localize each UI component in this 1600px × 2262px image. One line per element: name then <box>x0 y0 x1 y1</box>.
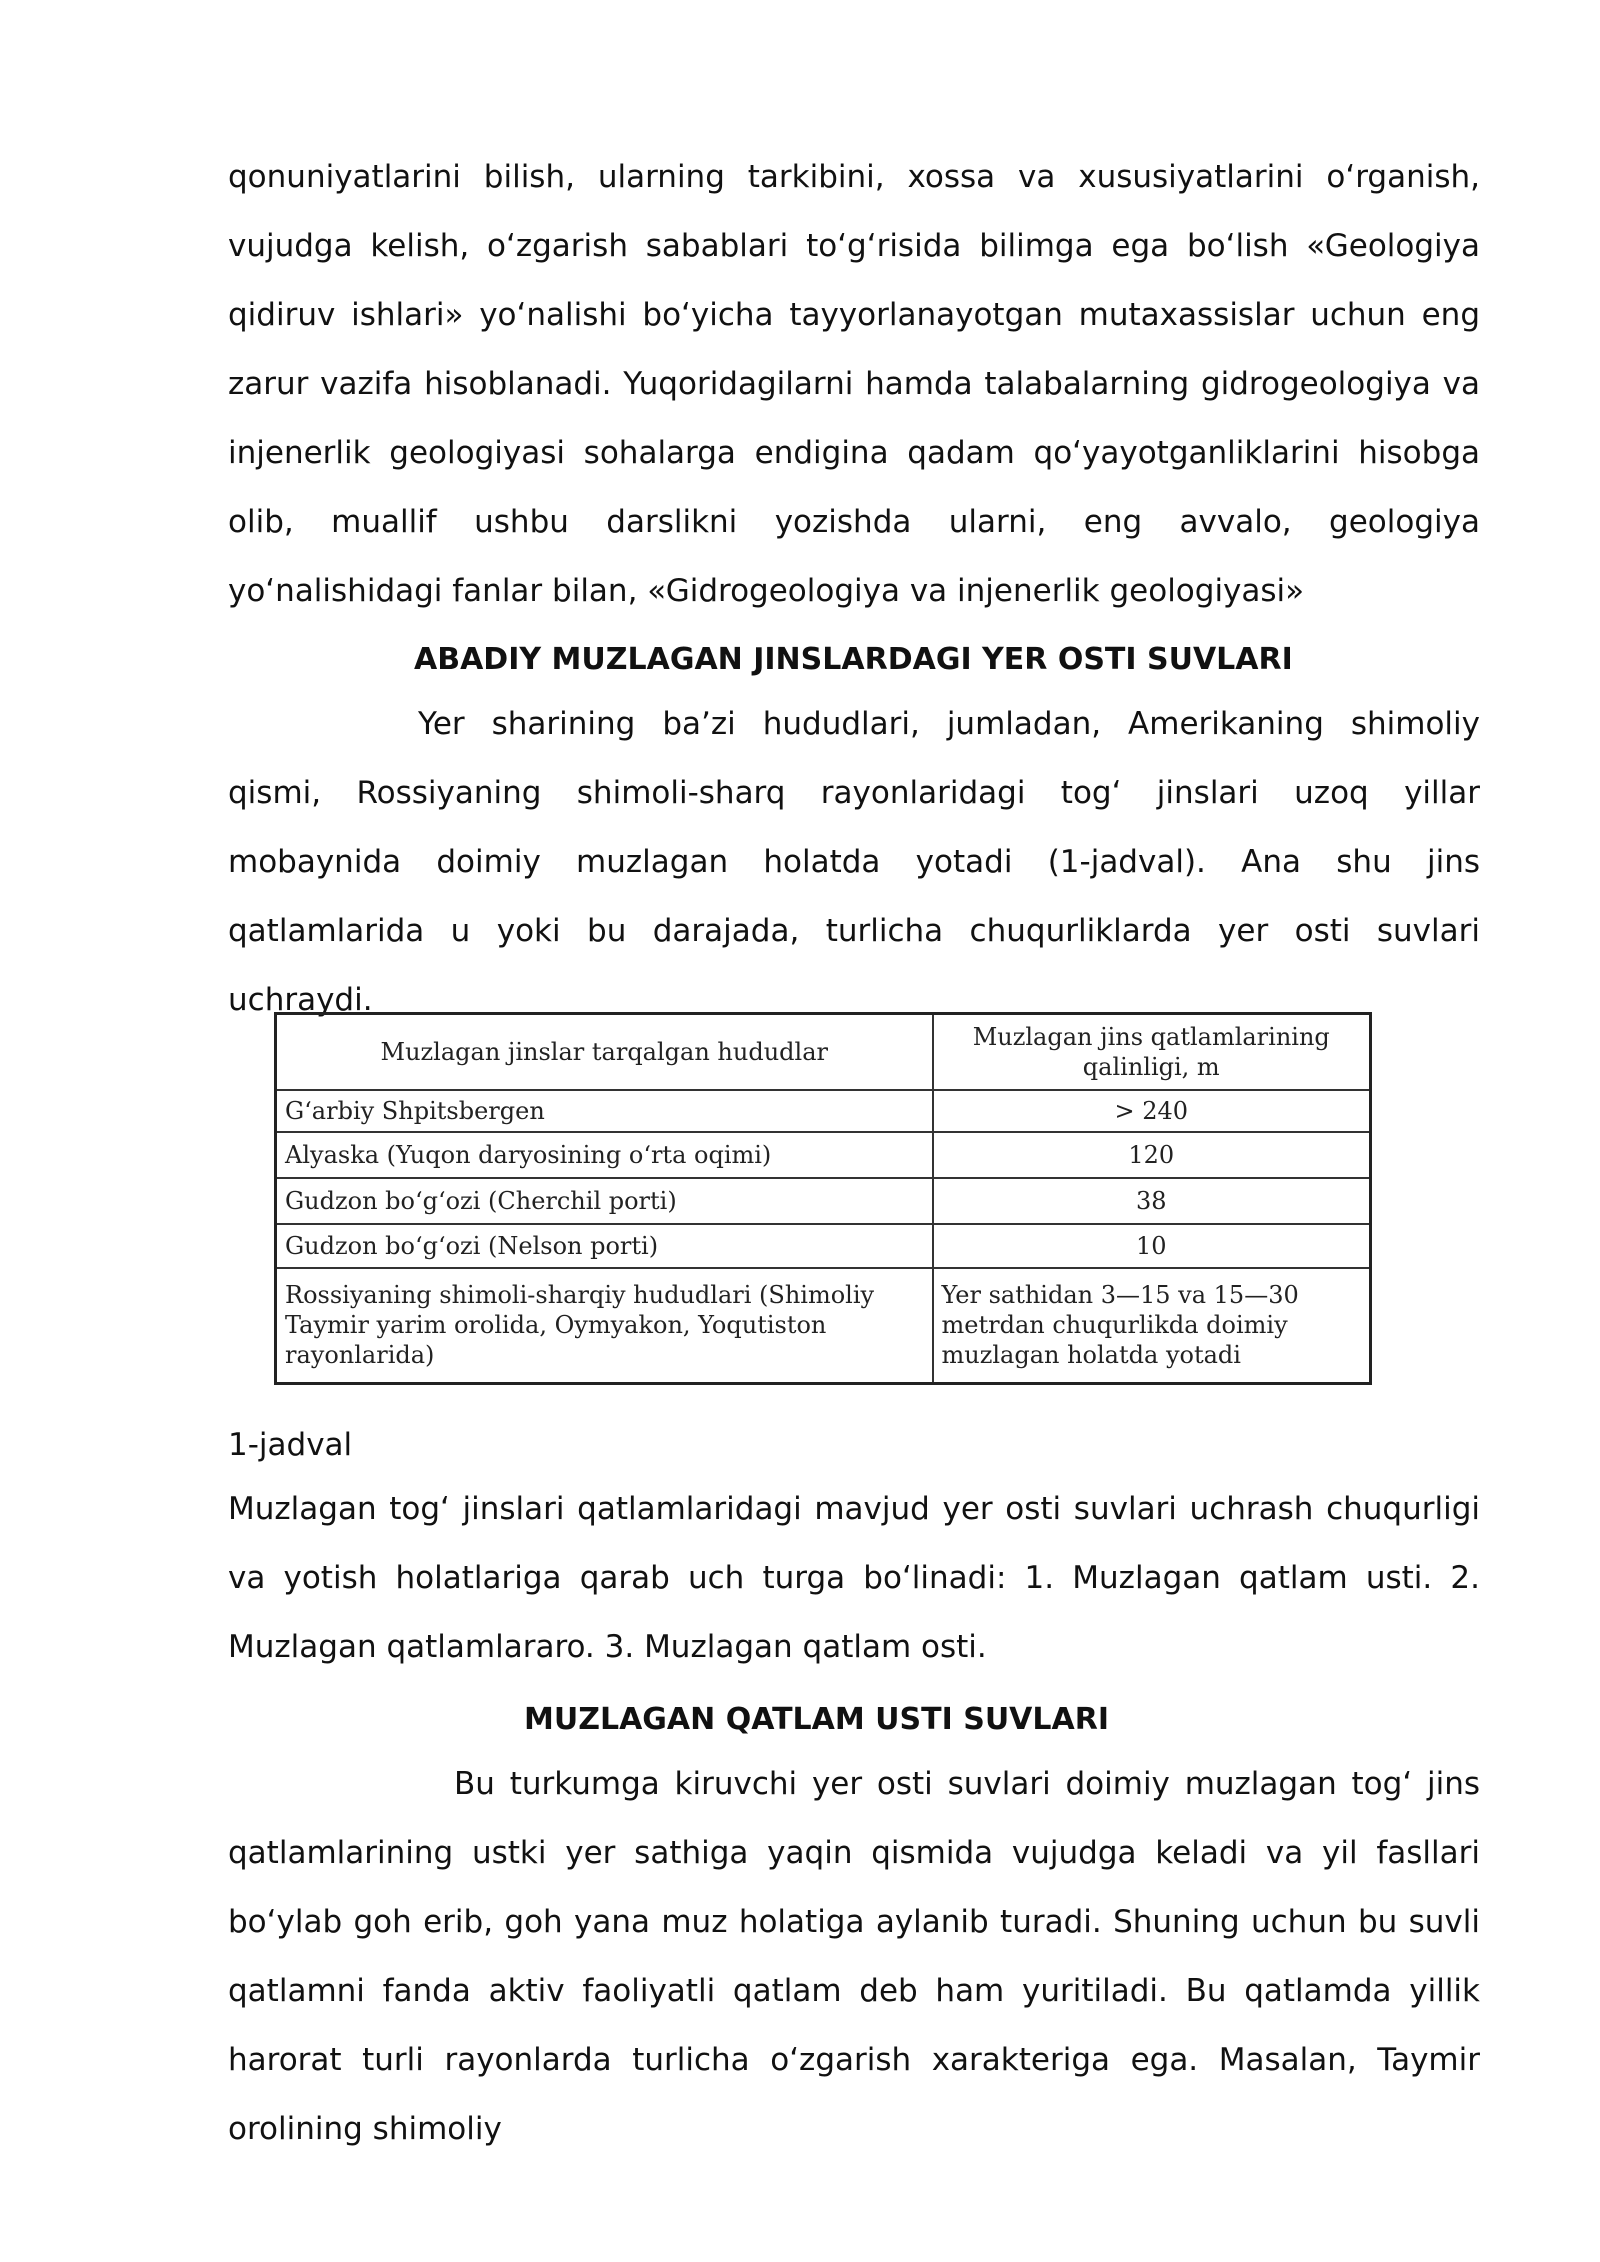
paragraph-groundwater-types: Muzlagan togʻ jinslari qatlamlaridagi mavjud yer osti suvlari uchrash chuqurligi va yotish holatlariga qarab uch turga boʻlinadi: 1. Muzlagan qatlam usti. 2. Muzlagan qatlamlararo. 3. Muzlagan qatlam osti. <box>228 1491 1480 1665</box>
permafrost-thickness-table-wrapper <box>274 1012 1372 1385</box>
table-row <box>276 1224 1371 1268</box>
table-cell-thickness: > 240 <box>933 1090 1371 1132</box>
section-heading-suprapermafrost-water: MUZLAGAN QATLAM USTI SUVLARI <box>524 1702 1109 1737</box>
table-row <box>276 1090 1371 1132</box>
table-row <box>276 1268 1371 1384</box>
section-heading-permafrost-groundwater: ABADIY MUZLAGAN JINSLARDAGI YER OSTI SUVLARI <box>414 642 1293 677</box>
paragraph-intro: qonuniyatlarini bilish, ularning tarkibini, xossa va xususiyatlarini oʻrganish, vujudga kelish, oʻzgarish sabablari toʻgʻrisida bilimga ega boʻlish «Geologiya qidiruv ishlari» yoʻnalishi boʻyicha tayyorlanayotgan mutaxassislar uchun eng zarur vazifa hisoblanadi. Yuqoridagilarni hamda talabalarning gidrogeologiya va injenerlik geologiyasi sohalarga endigina qadam qoʻyayotganliklarini hisobga olib, muallif ushbu darslikni yozishda ularni, eng avvalo, geologiya yoʻnalishidagi fanlar bilan, «Gidrogeologiya va injenerlik geologiyasi» <box>228 159 1480 609</box>
table-cell-thickness: 38 <box>933 1178 1371 1224</box>
table-cell-thickness: Yer sathidan 3—15 va 15—30 metrdan chuqurlikda doimiy muzlagan holatda yotadi <box>933 1268 1371 1384</box>
table-cell-region: Gudzon boʻgʻozi (Nelson porti) <box>276 1224 933 1268</box>
table-cell-thickness: 120 <box>933 1132 1371 1178</box>
table-row <box>276 1132 1371 1178</box>
table-cell-region: Rossiyaning shimoli-sharqiy hududlari (Shimoliy Taymir yarim orolida, Oymyakon, Yoqutiston rayonlarida) <box>276 1268 933 1384</box>
table-cell-thickness: 10 <box>933 1224 1371 1268</box>
table-cell-region: Gudzon boʻgʻozi (Cherchil porti) <box>276 1178 933 1224</box>
table-header-row <box>276 1014 1371 1090</box>
permafrost-thickness-table <box>274 1012 1372 1385</box>
paragraph-active-layer: Bu turkumga kiruvchi yer osti suvlari doimiy muzlagan togʻ jins qatlamlarining ustki yer sathiga yaqin qismida vujudga keladi va yil fasllari boʻylab goh erib, goh yana muz holatiga aylanib turadi. Shuning uchun bu suvli qatlamni fanda aktiv faoliyatli qatlam deb ham yuritiladi. Bu qatlamda yillik harorat turli rayonlarda turlicha oʻzgarish xarakteriga ega. Masalan, Taymir orolining shimoliy <box>228 1766 1480 2147</box>
column-header-regions: Muzlagan jinslar tarqalgan hududlar <box>276 1014 933 1090</box>
table-cell-region: Alyaska (Yuqon daryosining oʻrta oqimi) <box>276 1132 933 1178</box>
column-header-thickness: Muzlagan jins qatlamlarining qalinligi, m <box>933 1014 1371 1090</box>
paragraph-permafrost-regions: Yer sharining ba’zi hududlari, jumladan, Amerikaning shimoliy qismi, Rossiyaning shimoli-sharq rayonlaridagi togʻ jinslari uzoq yillar mobaynida doimiy muzlagan holatda yotadi (1-jadval). Ana shu jins qatlamlarida u yoki bu darajada, turlicha chuqurliklarda yer osti suvlari uchraydi. <box>228 706 1480 1018</box>
table-row <box>276 1178 1371 1224</box>
table-cell-region: Gʻarbiy Shpitsbergen <box>276 1090 933 1132</box>
table-caption: 1-jadval <box>228 1427 353 1463</box>
